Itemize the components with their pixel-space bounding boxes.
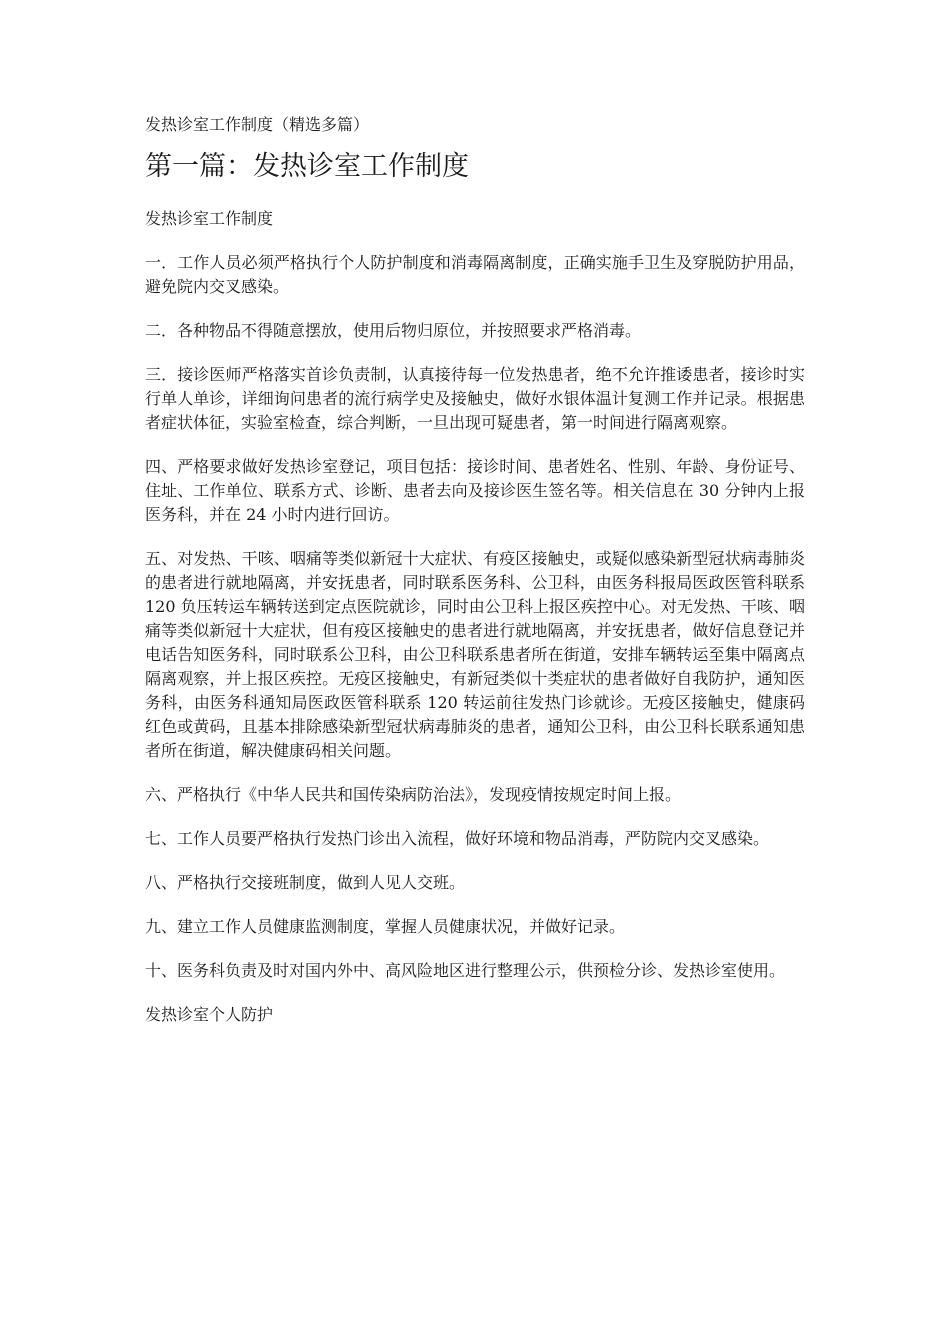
section-label: 发热诊室工作制度: [145, 209, 274, 228]
paragraph-8: 八、严格执行交接班制度，做到人见人交班。: [145, 873, 466, 892]
paragraph-1: 一．工作人员必须严格执行个人防护制度和消毒隔离制度，正确实施手卫生及穿脱防护用品，避免院内交叉感染。: [145, 253, 805, 296]
paragraph-9: 九、建立工作人员健康监测制度，掌握人员健康状况，并做好记录。: [145, 917, 626, 936]
paragraph-7: 七、工作人员要严格执行发热门诊出入流程，做好环境和物品消毒，严防院内交叉感染。: [145, 829, 770, 848]
paragraph-5: 五、对发热、干咳、咽痛等类似新冠十大症状、有疫区接触史，或疑似感染新型冠状病毒肺炎的患者进行就地隔离，并安抚患者，同时联系医务科、公卫科，由医务科报局医政医管科联系 120 负压转运车辆转送到定点医院就诊，同时由公卫科上报区疾控中心。对无发热、干咳、咽痛等类似新冠十大症状，但有疫区接触史的患者进行就地隔离，并安抚患者，做好信息登记并电话告知医务科，同时联系公卫科，由公卫科联系患者所在街道，安排车辆转运至集中隔离点隔离观察，并上报区疾控。无疫区接触史，有新冠类似十类症状的患者做好自我防护，通知医务科，由医务科通知局医政医管科联系 120 转运前往发热门诊就诊。无疫区接触史，健康码红色或黄码，且基本排除感染新型冠状病毒肺炎的患者，通知公卫科，由公卫科长联系通知患者所在街道，解决健康码相关问题。: [145, 549, 805, 760]
paragraph-6: 六、严格执行《中华人民共和国传染病防治法》，发现疫情按规定时间上报。: [145, 785, 682, 804]
paragraph-10: 十、医务科负责及时对国内外中、高风险地区进行整理公示，供预检分诊、发热诊室使用。: [145, 961, 786, 980]
document-title: 发热诊室工作制度（精选多篇）: [145, 115, 370, 134]
next-section-label: 发热诊室个人防护: [145, 1005, 274, 1024]
chapter-heading: 第一篇：发热诊室工作制度: [145, 151, 469, 182]
paragraph-4: 四、严格要求做好发热诊室登记，项目包括：接诊时间、患者姓名、性别、年龄、身份证号、住址、工作单位、联系方式、诊断、患者去向及接诊医生签名等。相关信息在 30 分钟内上报医务科，并在 24 小时内进行回访。: [145, 457, 805, 524]
paragraph-3: 三．接诊医师严格落实首诊负责制，认真接待每一位发热患者，绝不允许推诿患者，接诊时实行单人单诊，详细询问患者的流行病学史及接触史，做好水银体温计复测工作并记录。根据患者症状体征，实验室检查，综合判断，一旦出现可疑患者，第一时间进行隔离观察。: [145, 365, 805, 432]
paragraph-2: 二．各种物品不得随意摆放，使用后物归原位，并按照要求严格消毒。: [145, 321, 642, 340]
document-page: [145, 113, 805, 1027]
